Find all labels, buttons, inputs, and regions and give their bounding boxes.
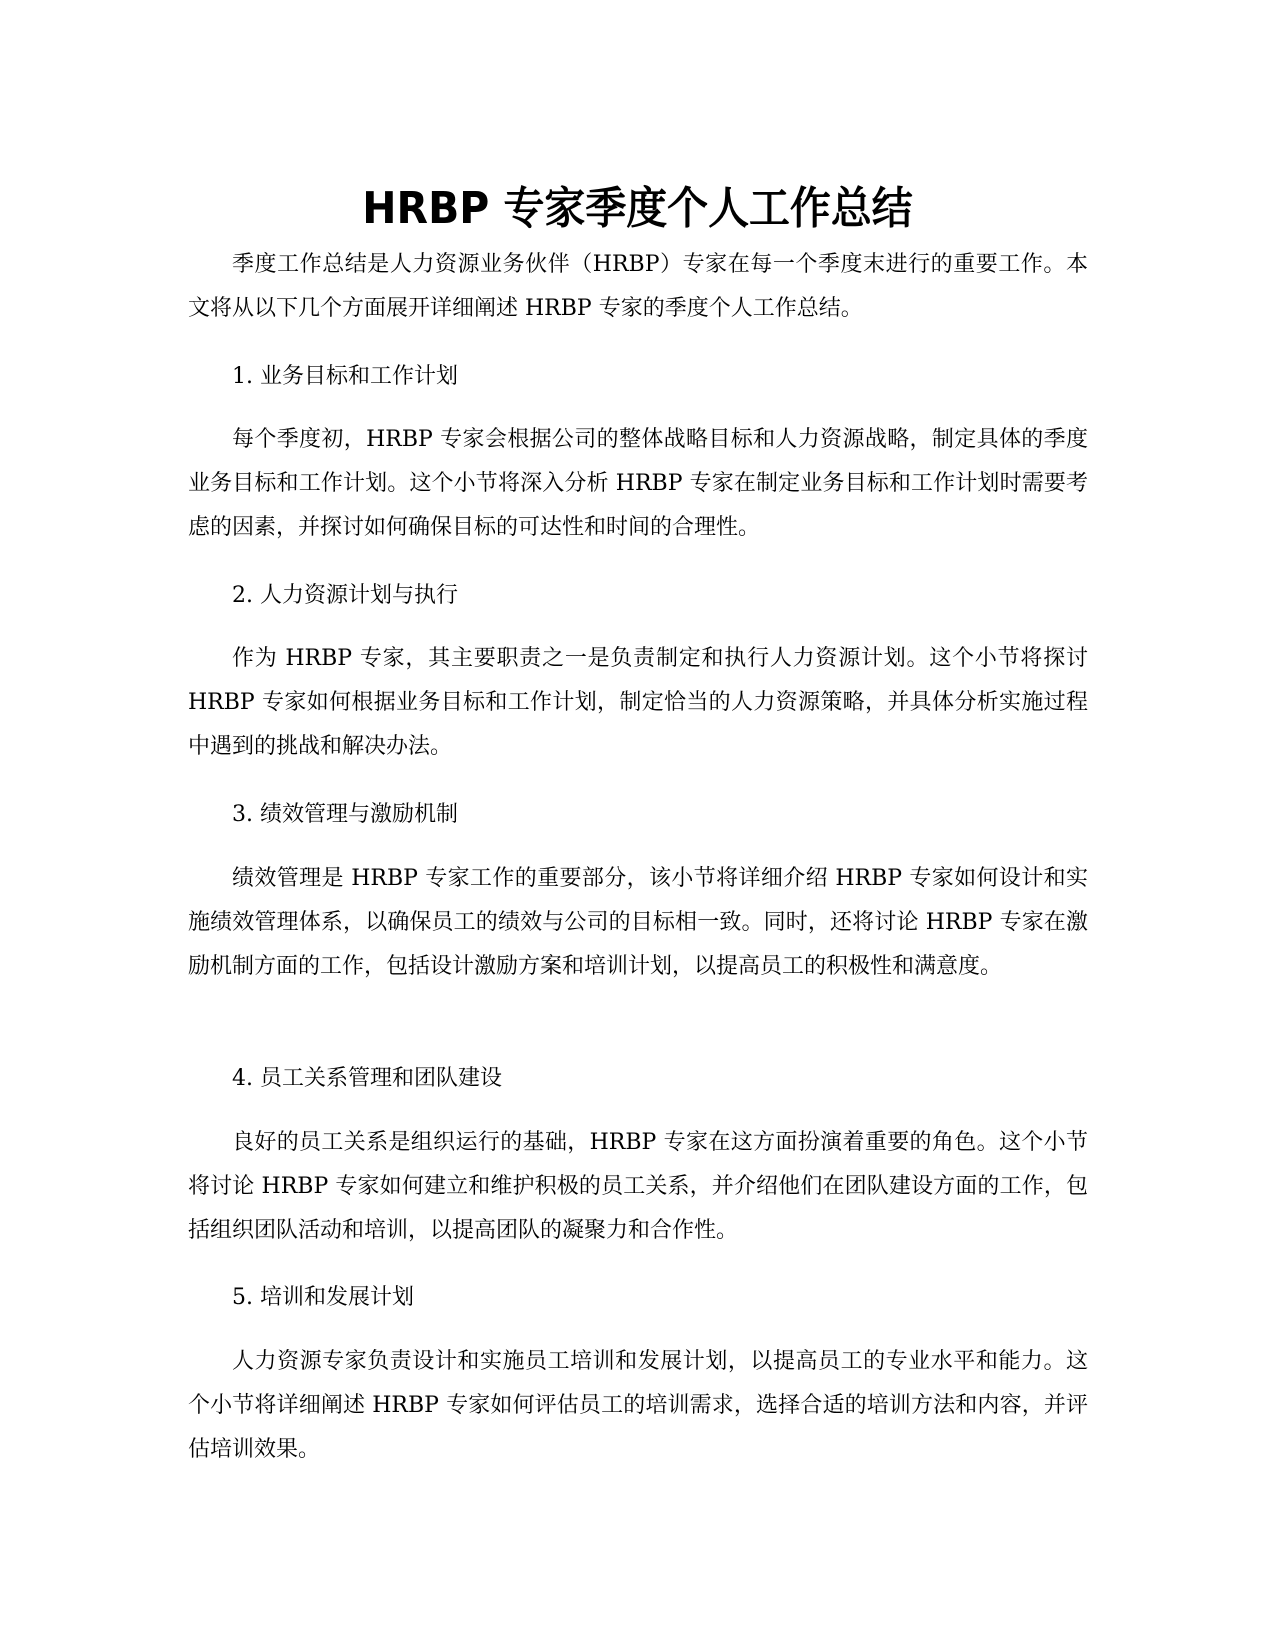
- intro-paragraph: 季度工作总结是人力资源业务伙伴（HRBP）专家在每一个季度末进行的重要工作。本文将从以下几个方面展开详细阐述 HRBP 专家的季度个人工作总结。: [188, 252, 1088, 321]
- section-body-2: 作为 HRBP 专家，其主要职责之一是负责制定和执行人力资源计划。这个小节将探讨 HRBP 专家如何根据业务目标和工作计划，制定恰当的人力资源策略，并具体分析实施过程中遇到的挑战和解决办法。: [188, 646, 1088, 759]
- document-title: HRBP 专家季度个人工作总结: [362, 183, 913, 235]
- section-heading-5: 5. 培训和发展计划: [232, 1285, 414, 1310]
- section-heading-1: 1. 业务目标和工作计划: [232, 364, 458, 389]
- section-body-3: 绩效管理是 HRBP 专家工作的重要部分，该小节将详细介绍 HRBP 专家如何设计和实施绩效管理体系，以确保员工的绩效与公司的目标相一致。同时，还将讨论 HRBP 专家在激励机制方面的工作，包括设计激励方案和培训计划，以提高员工的积极性和满意度。: [188, 866, 1088, 979]
- section-body-1: 每个季度初，HRBP 专家会根据公司的整体战略目标和人力资源战略，制定具体的季度业务目标和工作计划。这个小节将深入分析 HRBP 专家在制定业务目标和工作计划时需要考虑的因素，并探讨如何确保目标的可达性和时间的合理性。: [188, 427, 1088, 540]
- section-body-5: 人力资源专家负责设计和实施员工培训和发展计划，以提高员工的专业水平和能力。这个小节将详细阐述 HRBP 专家如何评估员工的培训需求，选择合适的培训方法和内容，并评估培训效果。: [188, 1349, 1088, 1462]
- section-heading-4: 4. 员工关系管理和团队建设: [232, 1066, 502, 1091]
- section-heading-2: 2. 人力资源计划与执行: [232, 583, 458, 608]
- section-body-4: 良好的员工关系是组织运行的基础，HRBP 专家在这方面扮演着重要的角色。这个小节将讨论 HRBP 专家如何建立和维护积极的员工关系，并介绍他们在团队建设方面的工作，包括组织团队活动和培训，以提高团队的凝聚力和合作性。: [188, 1130, 1088, 1243]
- section-heading-3: 3. 绩效管理与激励机制: [232, 802, 458, 827]
